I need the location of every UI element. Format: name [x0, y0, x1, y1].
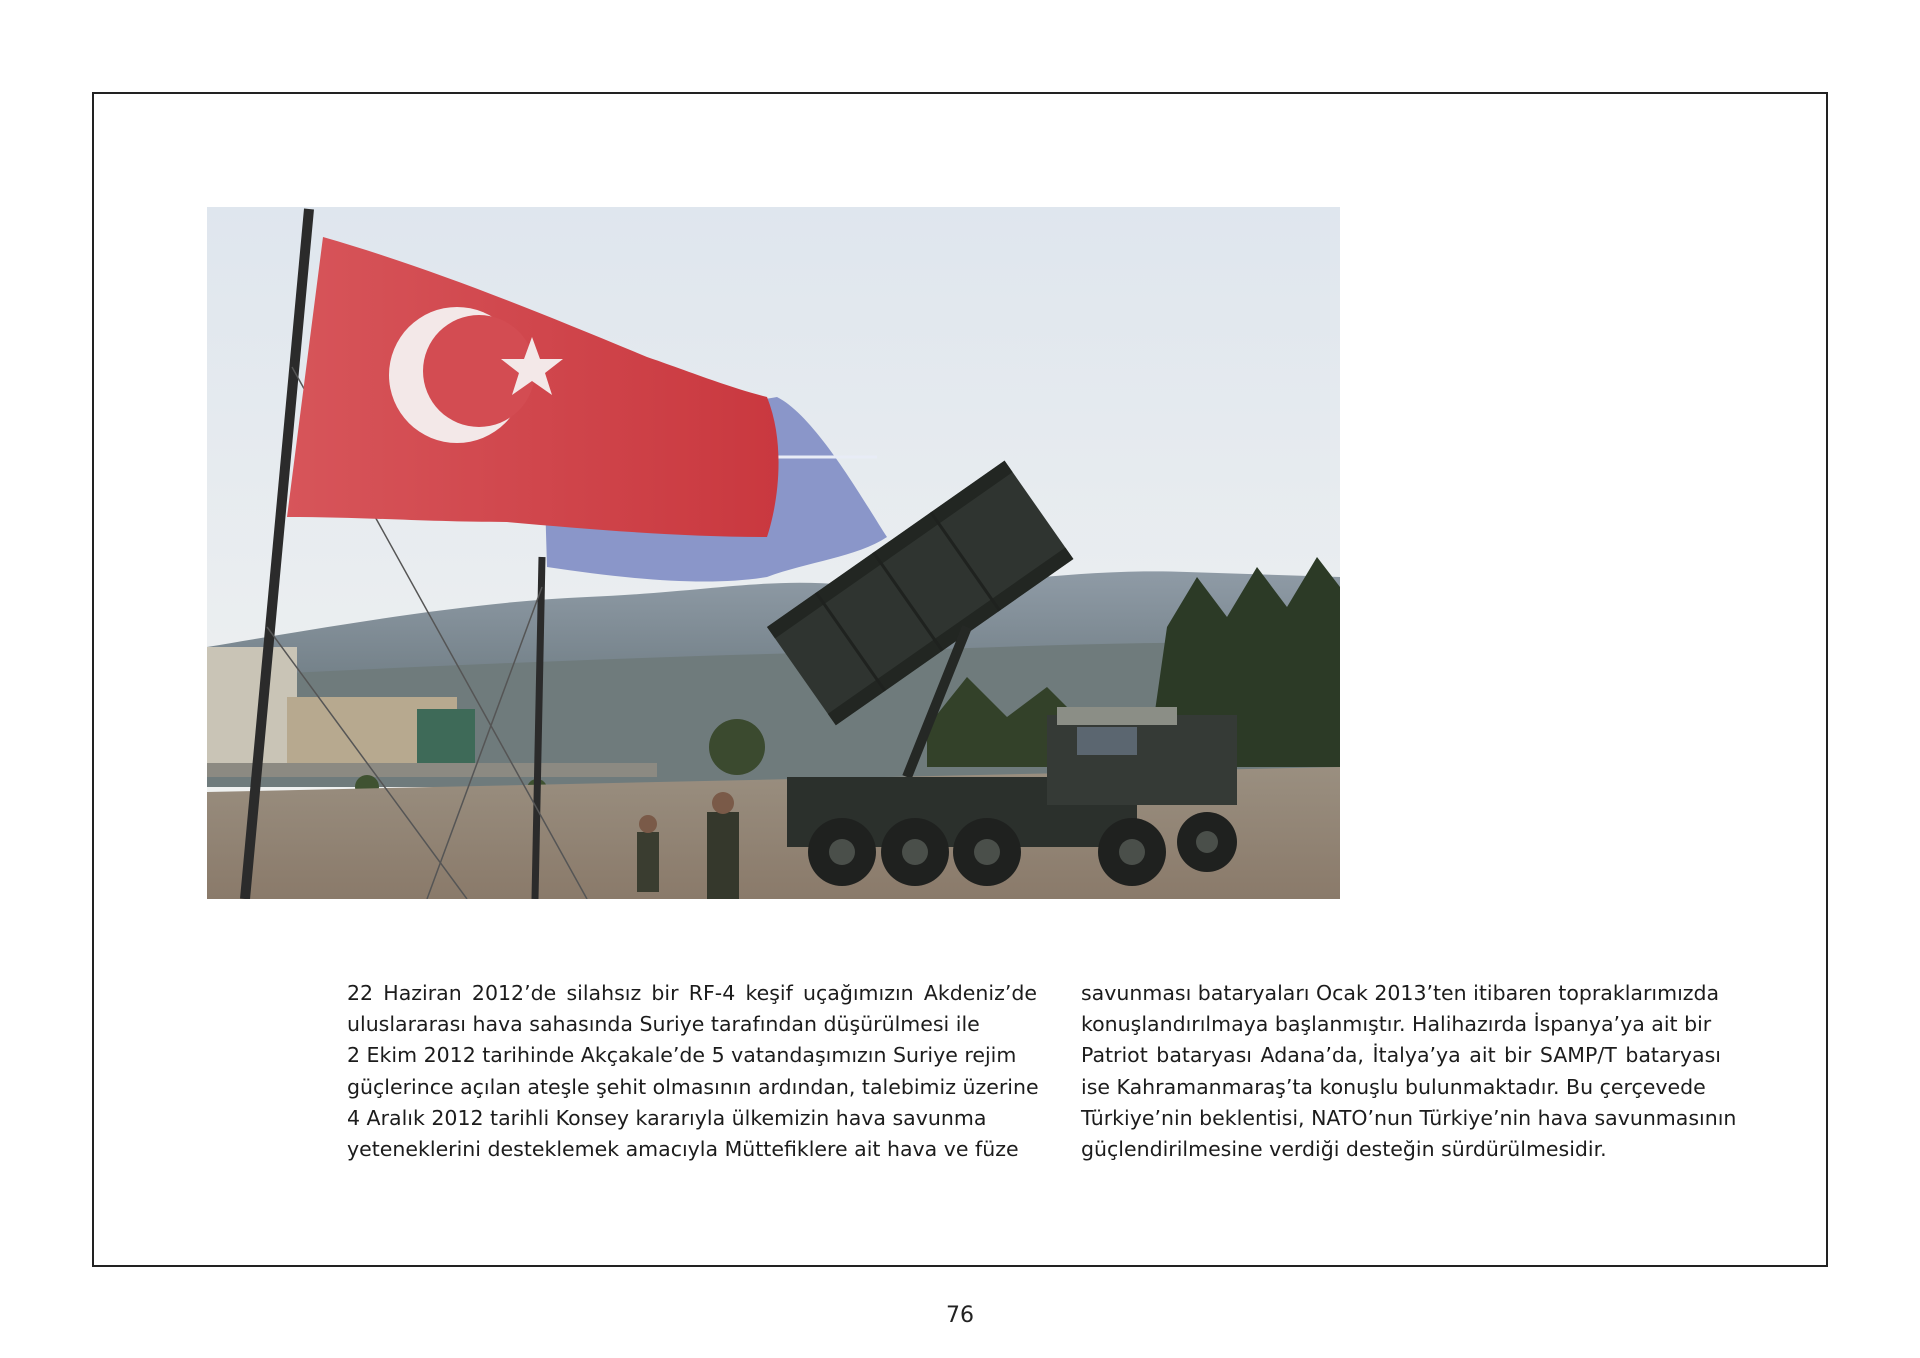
text-line: 4 Aralık 2012 tarihli Konsey kararıyla ülkemizin hava savunma	[347, 1105, 987, 1130]
body-text-right-column	[1081, 978, 1771, 1165]
text-line: güçlendirilmesine verdiği desteğin sürdürülmesidir.	[1081, 1136, 1607, 1161]
photo-flag-patriot-battery-icon	[207, 207, 1340, 899]
text-line: 22 Haziran 2012’de silahsız bir RF-4 keşif uçağımızın Akdeniz’de	[347, 981, 1037, 1005]
text-line: Türkiye’nin beklentisi, NATO’nun Türkiye’nin hava savunmasının	[1081, 1105, 1737, 1130]
text-line: güçlerince açılan ateşle şehit olmasının ardından, talebimiz üzerine	[347, 1074, 1039, 1099]
photo	[207, 207, 1340, 899]
body-text-left-column	[347, 978, 1037, 1165]
text-line: uluslararası hava sahasında Suriye tarafından düşürülmesi ile	[347, 1012, 980, 1037]
page-number: 76	[946, 1303, 974, 1328]
text-line: Patriot bataryası Adana’da, İtalya’ya ait bir SAMP/T bataryası	[1081, 1043, 1721, 1068]
text-line: savunması bataryaları Ocak 2013’ten itibaren topraklarımızda	[1081, 981, 1720, 1005]
text-line: ise Kahramanmaraş’ta konuşlu bulunmaktadır. Bu çerçevede	[1081, 1074, 1706, 1099]
text-line: konuşlandırılmaya başlanmıştır. Halihazırda İspanya’ya ait bir	[1081, 1012, 1712, 1037]
text-line: yeteneklerini desteklemek amacıyla Müttefiklere ait hava ve füze	[347, 1136, 1019, 1161]
text-line: 2 Ekim 2012 tarihinde Akçakale’de 5 vatandaşımızın Suriye rejim	[347, 1043, 1017, 1068]
